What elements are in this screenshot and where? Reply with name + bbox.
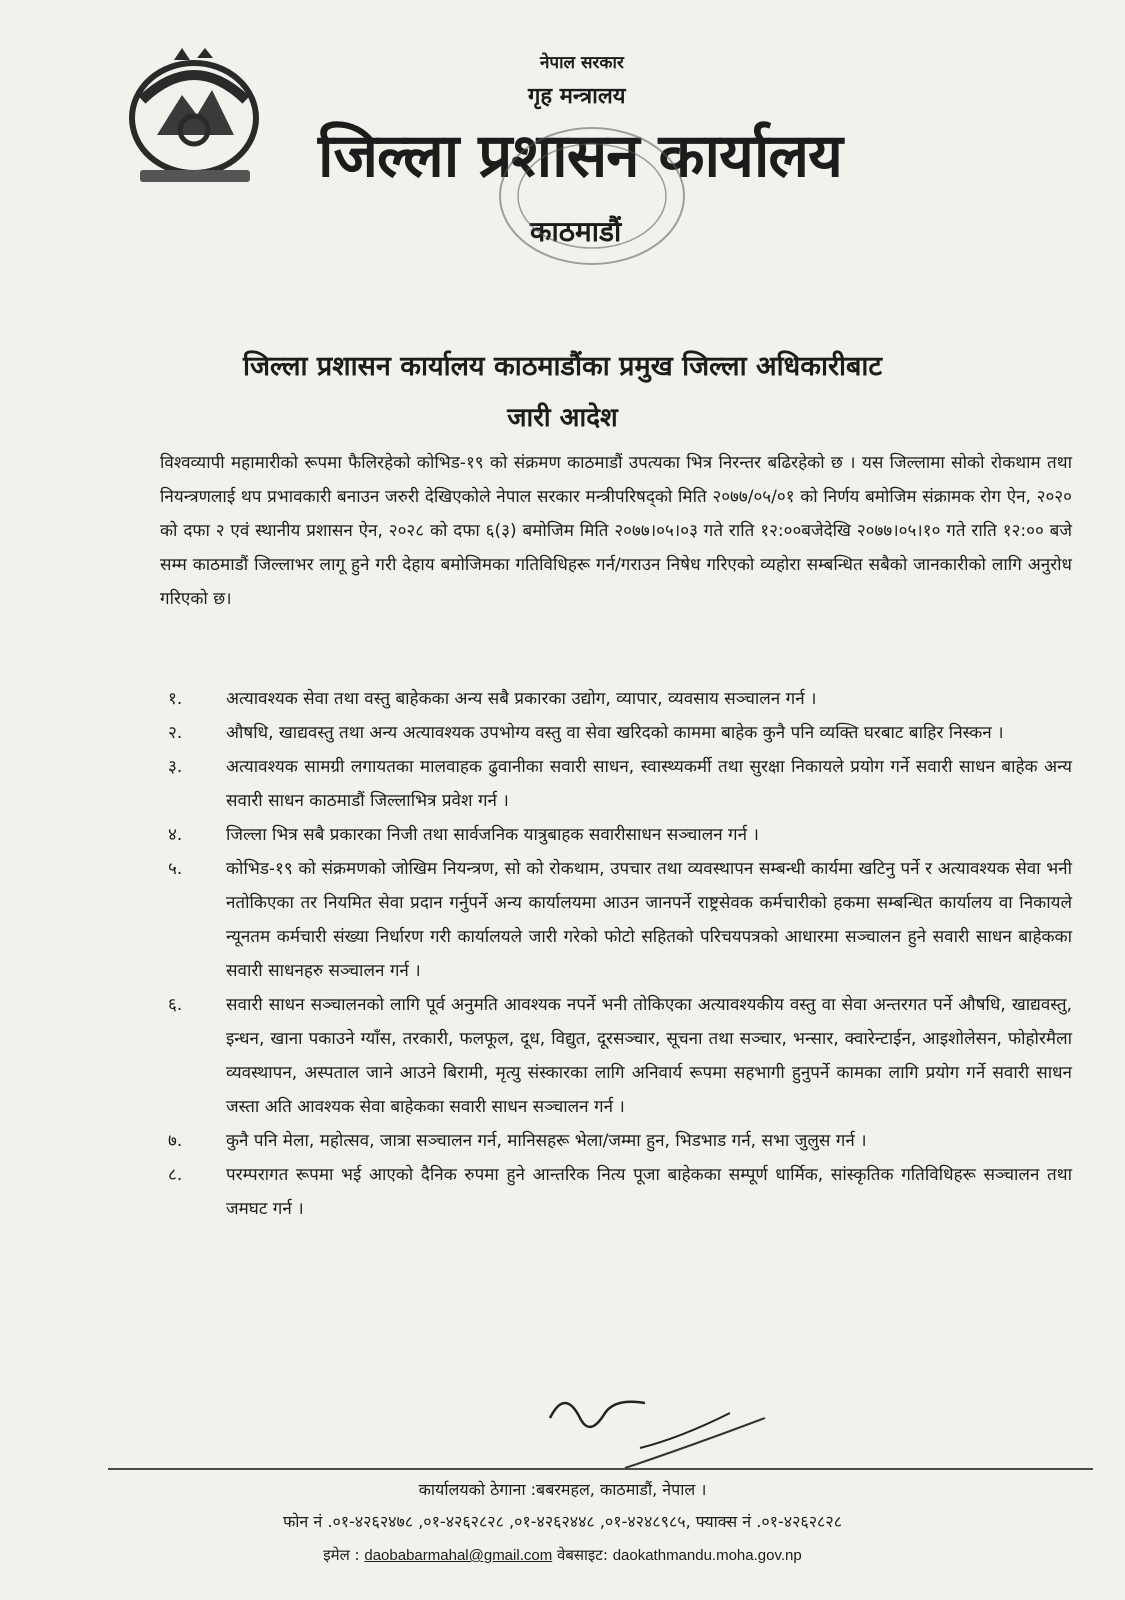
- item-number: ५.: [168, 859, 183, 879]
- email-label: इमेल :: [323, 1546, 360, 1564]
- website-label: वेबसाइट:: [556, 1546, 608, 1564]
- list-item: [168, 818, 1072, 852]
- list-item: [168, 750, 1072, 818]
- email-link[interactable]: daobabarmahal@gmail.com: [364, 1547, 553, 1564]
- government-label: नेपाल सरकार: [540, 53, 624, 73]
- item-number: ७.: [168, 1131, 183, 1151]
- item-number: ६.: [168, 995, 183, 1015]
- list-item: [168, 1158, 1072, 1226]
- district-label: काठमाडौं: [530, 215, 622, 248]
- item-text: जिल्ला भित्र सबै प्रकारका निजी तथा सार्वजनिक यात्रुबाहक सवारीसाधन सञ्चालन गर्न ।: [226, 825, 759, 845]
- office-address: कार्यालयको ठेगाना :बबरमहल, काठमाडौं, नेपाल ।: [418, 1480, 707, 1499]
- website-link[interactable]: daokathmandu.moha.gov.np: [612, 1547, 802, 1564]
- list-item: [168, 988, 1072, 1124]
- list-item: [168, 1124, 1072, 1158]
- item-text: सवारी साधन सञ्चालनको लागि पूर्व अनुमति आवश्यक नपर्ने भनी तोकिएका अत्यावश्यकीय वस्तु वा सेवा अन्तरगत पर्ने औषधि, खाद्यवस्तु, इन्धन, खाना पकाउने ग्याँस, तरकारी, फलफूल, दूध, विद्युत, दूरसञ्चार, सूचना तथा सञ्चार, भन्सार, क्वारेन्टाईन, आइशोलेसन, फोहोरमैला व्यवस्थापन, अस्पताल जाने आउने बिरामी, मृत्यु संस्कारका लागि अनिवार्य रूपमा सहभागी हुनुपर्ने कामका लागि प्रयोग गर्ने सवारी साधन जस्ता अति आवश्यक सेवा बाहेकका सवारी साधन सञ्चालन गर्न ।: [226, 995, 1072, 1117]
- item-number: १.: [168, 689, 183, 709]
- order-title: जिल्ला प्रशासन कार्यालय काठमाडौंका प्रमुख जिल्ला अधिकारीबाट: [242, 351, 883, 382]
- ministry-label: गृह मन्त्रालय: [528, 84, 626, 109]
- item-text: अत्यावश्यक सेवा तथा वस्तु बाहेकका अन्य सबै प्रकारका उद्योग, व्यापार, व्यवसाय सञ्चालन गर्न ।: [226, 689, 817, 709]
- item-text: अत्यावश्यक सामग्री लगायतका मालवाहक ढुवानीका सवारी साधन, स्वास्थ्यकर्मी तथा सुरक्षा निकायले प्रयोग गर्ने सवारी साधन बाहेक अन्य सवारी साधन काठमाडौं जिल्लाभित्र प्रवेश गर्न ।: [226, 757, 1072, 811]
- contact-line: [0, 1545, 1125, 1565]
- intro-paragraph: विश्वव्यापी महामारीको रूपमा फैलिरहेको कोभिड-१९ को संक्रमण काठमाडौं उपत्यका भित्र निरन्तर बढिरहेको छ । यस जिल्लामा सोको रोकथाम तथा नियन्त्रणलाई थप प्रभावकारी बनाउन जरुरी देखिएकोले नेपाल सरकार मन्त्रीपरिषद्को मिति २०७७/०५/०१ को निर्णय बमोजिम संक्रामक रोग ऐन, २०२० को दफा २ एवं स्थानीय प्रशासन ऐन, २०२८ को दफा ६(३) बमोजिम मिति २०७७।०५।०३ गते राति १२:००बजेदेखि २०७७।०५।१० गते राति १२:०० बजे सम्म काठमाडौं जिल्लाभर लागू हुने गरी देहाय बमोजिमका गतिविधिहरू गर्न/गराउन निषेध गरिएको व्यहोरा सम्बन्धित सबैको जानकारीको लागि अनुरोध गरिएको छ।: [160, 453, 1072, 609]
- item-number: २.: [168, 723, 183, 743]
- item-number: ४.: [168, 825, 183, 845]
- prohibition-list: [168, 682, 1072, 1226]
- item-text: कुनै पनि मेला, महोत्सव, जात्रा सञ्चालन गर्न, मानिसहरू भेला/जम्मा हुन, भिडभाड गर्न, सभा जुलुस गर्न ।: [226, 1131, 867, 1151]
- footer-divider: [108, 1468, 1093, 1470]
- list-item: [168, 852, 1072, 988]
- nepal-emblem-icon: [122, 40, 267, 190]
- item-text: परम्परागत रूपमा भई आएको दैनिक रुपमा हुने आन्तरिक नित्य पूजा बाहेकका सम्पूर्ण धार्मिक, सांस्कृतिक गतिविधिहरू सञ्चालन तथा जमघट गर्न ।: [226, 1165, 1072, 1219]
- office-seal-icon: [492, 118, 692, 268]
- item-text: औषधि, खाद्यवस्तु तथा अन्य अत्यावश्यक उपभोग्य वस्तु वा सेवा खरिदको काममा बाहेक कुनै पनि व्यक्ति घरबाट बाहिर निस्कन ।: [226, 723, 1004, 743]
- phone-numbers: फोन नं .०१-४२६२४७८ ,०१-४२६२८२८ ,०१-४२६२४४८ ,०१-४२४८९८५, फ्याक्स नं .०१-४२६२८२८: [282, 1512, 843, 1531]
- order-subtitle: जारी आदेश: [507, 403, 618, 433]
- list-item: [168, 716, 1072, 750]
- office-title: जिल्ला प्रशासन कार्यालय: [318, 121, 842, 191]
- item-number: ८.: [168, 1165, 183, 1185]
- item-text: कोभिड-१९ को संक्रमणको जोखिम नियन्त्रण, सो को रोकथाम, उपचार तथा व्यवस्थापन सम्बन्धी कार्यमा खटिनु पर्ने र अत्यावश्यक सेवा भनी नतोकिएका तर नियमित सेवा प्रदान गर्नुपर्ने अन्य कार्यालयमा आउन जानपर्ने राष्ट्रसेवक कर्मचारीको हकमा सम्बन्धित कार्यालय वा निकायले न्यूनतम कर्मचारी संख्या निर्धारण गरी कार्यालयले जारी गरेको फोटो सहितको परिचयपत्रको आधारमा सञ्चालन हुने सवारी साधन बाहेकका सवारी साधनहरु सञ्चालन गर्न ।: [226, 859, 1072, 981]
- item-number: ३.: [168, 757, 183, 777]
- list-item: [168, 682, 1072, 716]
